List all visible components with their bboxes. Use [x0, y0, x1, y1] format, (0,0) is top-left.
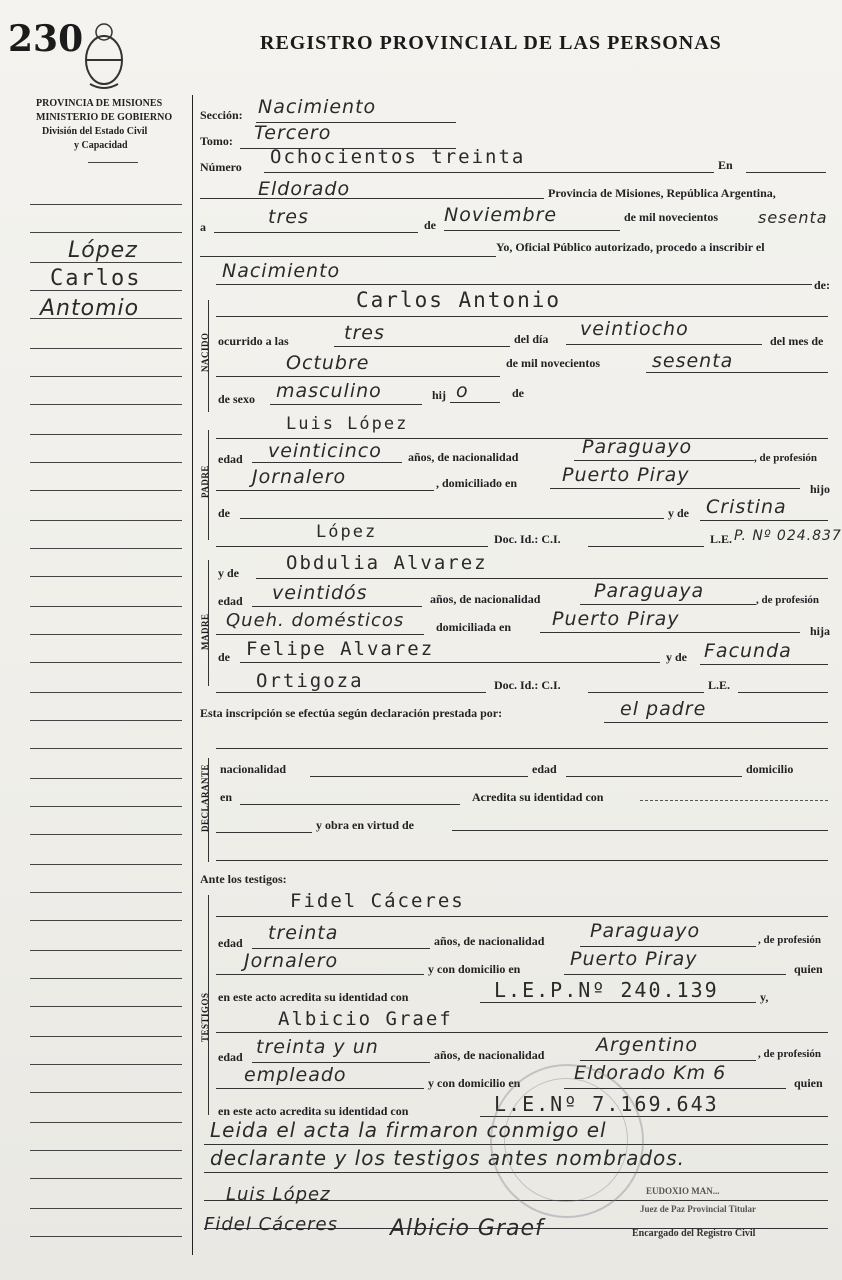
- hij-line: [450, 402, 500, 403]
- stamp-name: EUDOXIO MAN...: [646, 1186, 720, 1196]
- margin-name-1: Carlos: [50, 266, 142, 291]
- sexo-value: masculino: [276, 380, 382, 402]
- acredita-label: Acredita su identidad con: [472, 790, 604, 804]
- padre-madre-value: Cristina: [706, 496, 787, 518]
- padre-de-label: de: [218, 506, 230, 520]
- madre-nac-value: Paraguaya: [594, 580, 705, 602]
- madre-padre-value: Felipe Alvarez: [246, 638, 435, 660]
- left-line: [30, 634, 182, 635]
- madre-dom-line: [540, 632, 800, 633]
- ci-line-2: [588, 692, 704, 693]
- inscripcion-label: Esta inscripción se efectúa según declaración prestada por:: [200, 706, 503, 720]
- t2-edad-line: [252, 1062, 430, 1063]
- left-line: [30, 978, 182, 979]
- del-dia-label: del día: [514, 332, 549, 346]
- testigo2-line: [216, 1032, 828, 1033]
- declarante-line: [604, 722, 828, 723]
- left-line: [30, 376, 182, 377]
- numero-value: Ochocientos treinta: [270, 146, 526, 168]
- t1-nac-line: [580, 946, 756, 947]
- madre-y-de-label-2: y de: [666, 650, 687, 664]
- padre-padre-line: [240, 518, 664, 519]
- signature-fidel: Fidel Cáceres: [204, 1214, 338, 1235]
- t1-prof-label: , de profesión: [758, 934, 822, 946]
- le-label-2: L.E.: [708, 678, 731, 692]
- t2-prof-value: empleado: [244, 1064, 347, 1086]
- margin-divider: [192, 95, 193, 1255]
- t2-acredita-label: en este acto acredita su identidad con: [218, 1104, 409, 1118]
- left-line: [30, 834, 182, 835]
- provincia-label: Provincia de Misiones, República Argentina,: [548, 186, 776, 200]
- t1-dom-line: [564, 974, 786, 975]
- margin-name-2: Antomio: [40, 296, 140, 321]
- padre-y-de-label: y de: [668, 506, 689, 520]
- padre-le-value: P. Nº 024.837: [734, 528, 842, 544]
- padre-prof-line: [216, 490, 434, 491]
- left-line: [30, 606, 182, 607]
- tipo-line: [216, 284, 812, 285]
- t2-prof-label: , de profesión: [758, 1048, 822, 1060]
- hij-label: hij: [432, 388, 447, 402]
- edad-line-3: [566, 776, 742, 777]
- madre-de-label: de: [218, 650, 230, 664]
- dia-line: [214, 232, 418, 233]
- numero-label: Número: [200, 160, 242, 174]
- sexo-label: de sexo: [218, 392, 255, 406]
- anio-value: sesenta: [758, 208, 828, 227]
- en-line: [746, 172, 826, 173]
- en-line-2: [240, 804, 460, 805]
- mes-line: [444, 230, 620, 231]
- t1-prof-line: [216, 974, 424, 975]
- left-line: [30, 490, 182, 491]
- mes-nac-value: Octubre: [286, 352, 370, 374]
- madre-edad-value: veintidós: [272, 582, 368, 604]
- left-short-line: [88, 162, 138, 163]
- doc-id-label-2: Doc. Id.: C.I.: [494, 678, 561, 692]
- padre-edad-line: [252, 462, 402, 463]
- de-mil-label: de mil novecientos: [624, 210, 718, 224]
- madre-edad-label: edad: [218, 594, 243, 608]
- obra-line: [452, 830, 828, 831]
- t2-edad-label: edad: [218, 1050, 243, 1064]
- edad-label-3: edad: [532, 762, 557, 776]
- signature-luis: Luis López: [226, 1184, 331, 1205]
- t1-dom-value: Puerto Piray: [570, 948, 698, 970]
- madre-madre2-line: [216, 692, 486, 693]
- dia-nac-line: [566, 344, 762, 345]
- left-line: [30, 404, 182, 405]
- madre-madre2-value: Ortigoza: [256, 670, 364, 692]
- padre-edad-value: veinticinco: [268, 440, 382, 462]
- signature-albicio: Albicio Graef: [390, 1216, 544, 1241]
- madre-nac-line: [580, 604, 756, 605]
- padre-value: Luis López: [286, 414, 409, 434]
- hora-value: tres: [344, 322, 385, 344]
- anio-nac-value: sesenta: [652, 350, 734, 372]
- t1-nac-value: Paraguayo: [590, 920, 701, 942]
- le-line-2: [738, 692, 828, 693]
- quien-label: quien: [794, 962, 823, 976]
- official-stamp-inner: [504, 1078, 628, 1202]
- padre-prof-value: Jornalero: [252, 466, 347, 488]
- doc-id-label: Doc. Id.: C.I.: [494, 532, 561, 546]
- stamp-title: Juez de Paz Provincial Titular: [640, 1204, 756, 1214]
- anio-nac-line: [646, 372, 828, 373]
- obra-pre-line: [216, 832, 312, 833]
- dia-value: tres: [268, 206, 309, 228]
- de-mil-label-2: de mil novecientos: [506, 356, 600, 370]
- t1-prof-value: Jornalero: [244, 950, 339, 972]
- left-line: [30, 1064, 182, 1065]
- nombre-value: Carlos Antonio: [356, 288, 562, 312]
- left-line: [30, 692, 182, 693]
- madre-prof-value: Queh. domésticos: [226, 610, 405, 631]
- padre-nac-label: años, de nacionalidad: [408, 450, 519, 464]
- tomo-value: Tercero: [254, 122, 332, 144]
- seccion-value: Nacimiento: [258, 96, 377, 118]
- left-line: [30, 1092, 182, 1093]
- en-label-2: en: [220, 790, 232, 804]
- hij-value: o: [456, 380, 469, 402]
- y-comma-label: y,: [760, 990, 769, 1004]
- numero-line: [264, 172, 714, 173]
- page-title: REGISTRO PROVINCIAL DE LAS PERSONAS: [260, 32, 722, 54]
- left-line: [30, 462, 182, 463]
- ocurrido-label: ocurrido a las: [218, 334, 289, 348]
- t1-edad-value: treinta: [268, 922, 339, 944]
- padre-nac-line: [574, 460, 754, 461]
- del-mes-label: del mes de: [770, 334, 824, 348]
- padre-line: [216, 438, 828, 439]
- de-label: de: [424, 218, 436, 232]
- lugar-value: Eldorado: [258, 178, 351, 200]
- madre-prof-label: , de profesión: [756, 594, 820, 606]
- division-label-2: y Capacidad: [74, 140, 128, 151]
- left-line: [30, 864, 182, 865]
- en-label: En: [718, 158, 733, 172]
- lugar-line: [200, 198, 544, 199]
- seccion-label: Sección:: [200, 108, 243, 122]
- padre-dom-value: Puerto Piray: [562, 464, 690, 486]
- page-number: 230: [8, 18, 84, 60]
- nacionalidad-line: [310, 776, 528, 777]
- ministry-label: MINISTERIO DE GOBIERNO: [36, 112, 173, 123]
- t1-nac-label: años, de nacionalidad: [434, 934, 545, 948]
- ci-line: [588, 546, 704, 547]
- left-line: [30, 1122, 182, 1123]
- t1-edad-label: edad: [218, 936, 243, 950]
- t2-dom-value: Eldorado Km 6: [574, 1062, 727, 1084]
- left-line: [30, 576, 182, 577]
- padre-edad-label: edad: [218, 452, 243, 466]
- tomo-label: Tomo:: [200, 134, 233, 148]
- left-line: [30, 204, 182, 205]
- left-line: [30, 1150, 182, 1151]
- leida-line-2: declarante y los testigos antes nombrados.: [210, 1146, 686, 1170]
- testigo1-line: [216, 916, 828, 917]
- left-line: [30, 1236, 182, 1237]
- t2-nac-line: [580, 1060, 756, 1061]
- t2-dom-label: y con domicilio en: [428, 1076, 521, 1090]
- obra-label: y obra en virtud de: [316, 818, 415, 832]
- left-line: [30, 434, 182, 435]
- t2-edad-value: treinta y un: [256, 1036, 379, 1058]
- nacionalidad-label: nacionalidad: [220, 762, 287, 776]
- margin-surname: López: [68, 238, 138, 263]
- yo-line: [200, 256, 496, 257]
- declarante-line-2: [216, 748, 828, 749]
- tipo-value: Nacimiento: [222, 260, 341, 282]
- left-line: [30, 232, 182, 233]
- declarante-value: el padre: [620, 698, 707, 720]
- testigo2-value: Albicio Graef: [278, 1008, 453, 1030]
- acredita-line: [640, 800, 828, 801]
- padre-madre2-line: [216, 546, 488, 547]
- padre-nac-value: Paraguayo: [582, 436, 693, 458]
- declarante-side-label: DECLARANTE: [200, 763, 210, 832]
- division-label: División del Estado Civil: [42, 126, 148, 137]
- hijo-label: hijo: [810, 482, 831, 496]
- padre-dom-label: , domiciliado en: [436, 476, 518, 490]
- mes-value: Noviembre: [444, 204, 558, 226]
- a-label: a: [200, 220, 206, 234]
- left-line: [30, 348, 182, 349]
- hora-line: [334, 346, 510, 347]
- domicilio-label: domicilio: [746, 762, 794, 776]
- yo-oficial-label: Yo, Oficial Público autorizado, procedo a inscribir el: [496, 240, 765, 254]
- left-line: [30, 778, 182, 779]
- testigo1-value: Fidel Cáceres: [290, 890, 465, 912]
- t2-prof-line: [216, 1088, 424, 1089]
- madre-side-label: MADRE: [200, 613, 210, 650]
- left-line: [30, 548, 182, 549]
- padre-madre2-value: López: [316, 522, 378, 542]
- madre-prof-line: [216, 634, 424, 635]
- province-label: PROVINCIA DE MISIONES: [36, 98, 163, 109]
- left-line: [30, 806, 182, 807]
- madre-dom-value: Puerto Piray: [552, 608, 680, 630]
- madre-padre-line: [240, 662, 660, 663]
- left-line: [30, 1178, 182, 1179]
- mes-nac-line: [216, 376, 500, 377]
- encargado-label: Encargado del Registro Civil: [632, 1228, 756, 1239]
- padre-madre-line: [700, 520, 828, 521]
- nacido-side-label: NACIDO: [200, 332, 210, 372]
- left-line: [30, 1208, 182, 1209]
- t1-doc-value: L.E.P.Nº 240.139: [494, 978, 719, 1002]
- t1-acredita-label: en este acto acredita su identidad con: [218, 990, 409, 1004]
- le-label: L.E.: [710, 532, 733, 546]
- madre-edad-line: [252, 606, 422, 607]
- madre-madre-line: [700, 664, 828, 665]
- ante-testigos-label: Ante los testigos:: [200, 872, 287, 886]
- madre-line: [256, 578, 828, 579]
- t2-nac-label: años, de nacionalidad: [434, 1048, 545, 1062]
- de-label-3: de: [512, 386, 524, 400]
- t1-edad-line: [252, 948, 430, 949]
- madre-y-de-label: y de: [218, 566, 239, 580]
- padre-side-label: PADRE: [200, 465, 210, 498]
- t1-dom-label: y con domicilio en: [428, 962, 521, 976]
- testigos-side-label: TESTIGOS: [200, 992, 210, 1042]
- sexo-line: [270, 404, 422, 405]
- left-line: [30, 892, 182, 893]
- left-line: [30, 1006, 182, 1007]
- de-label-2: de:: [814, 278, 830, 292]
- leida-line-1: Leida el acta la firmaron conmigo el: [210, 1118, 607, 1142]
- dia-nac-value: veintiocho: [580, 318, 689, 340]
- madre-madre-value: Facunda: [704, 640, 792, 662]
- left-line: [30, 1036, 182, 1037]
- t1-doc-line: [480, 1002, 756, 1003]
- left-line: [30, 520, 182, 521]
- coat-of-arms-icon: [80, 20, 128, 92]
- left-line: [30, 748, 182, 749]
- padre-prof-label: , de profesión: [754, 452, 818, 464]
- t2-doc-value: L.E.Nº 7.169.643: [494, 1092, 719, 1116]
- padre-dom-line: [550, 488, 800, 489]
- quien-label-2: quien: [794, 1076, 823, 1090]
- declarante-end-line: [216, 860, 828, 861]
- left-line: [30, 662, 182, 663]
- nombre-line: [216, 316, 828, 317]
- madre-dom-label: domiciliada en: [436, 620, 512, 634]
- left-line: [30, 920, 182, 921]
- madre-value: Obdulia Alvarez: [286, 552, 488, 574]
- t2-nac-value: Argentino: [596, 1034, 698, 1056]
- hija-label: hija: [810, 624, 831, 638]
- left-line: [30, 950, 182, 951]
- madre-nac-label: años, de nacionalidad: [430, 592, 541, 606]
- left-line: [30, 720, 182, 721]
